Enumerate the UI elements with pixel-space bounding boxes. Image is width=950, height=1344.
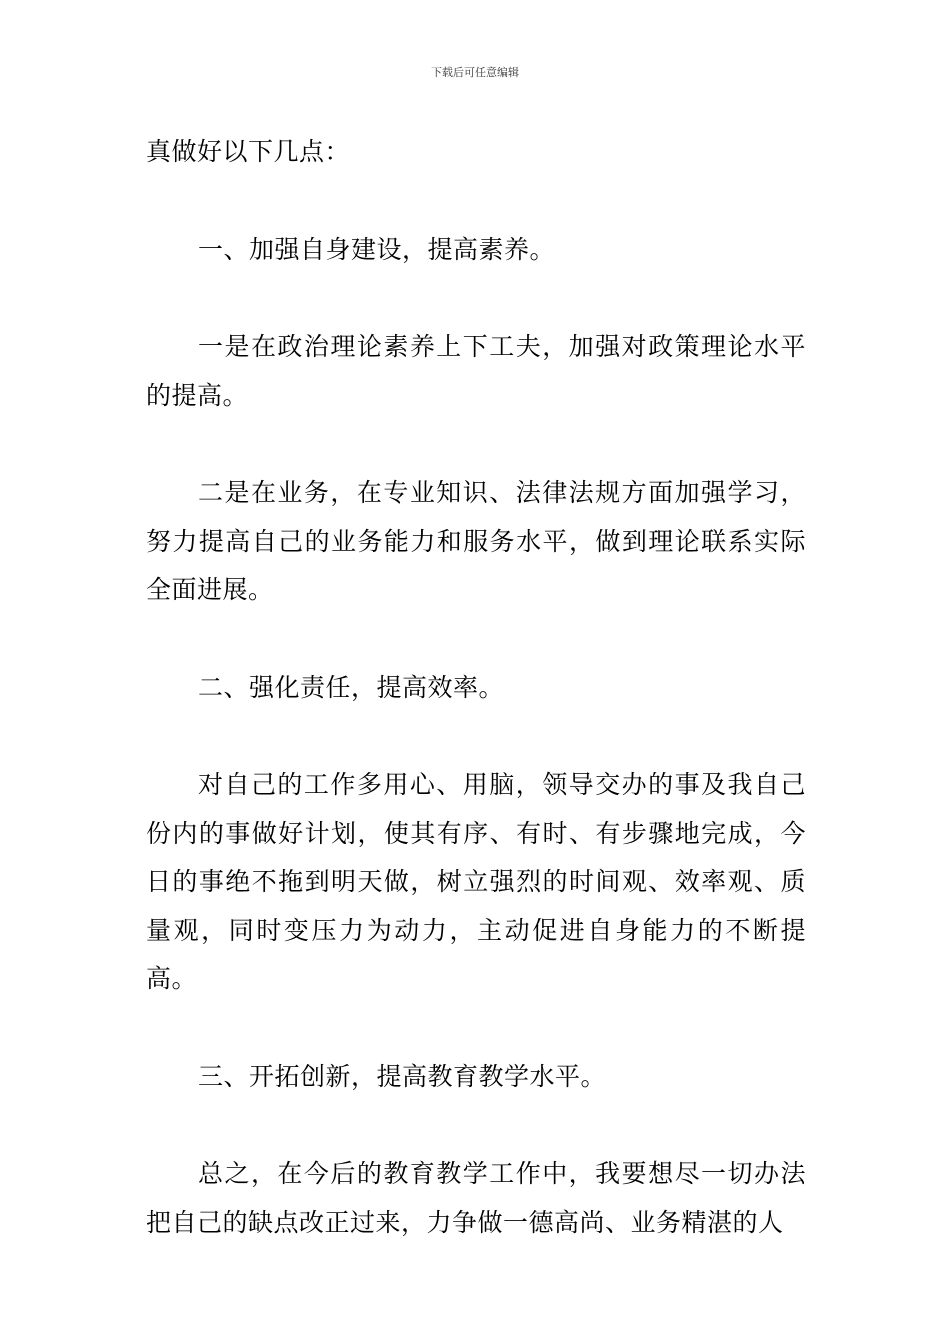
paragraph-intro: 真做好以下几点： [146, 137, 351, 166]
page-header: 下载后可任意编辑 [431, 66, 519, 79]
heading-section-3: 三、开拓创新，提高教育教学水平。 [198, 1061, 607, 1091]
paragraph-responsibility: 对自己的工作多用心、用脑，领导交办的事及我自己份内的事做好计划，使其有序、有时、有步骤地完成，今日的事绝不拖到明天做，树立强烈的时间观、效率观、质量观，同时变压力为动力，主动促进自身能力的不断提高。 [146, 770, 806, 993]
heading-section-2: 二、强化责任，提高效率。 [198, 672, 505, 702]
paragraph-point-1: 一是在政治理论素养上下工夫，加强对政策理论水平的提高。 [146, 332, 806, 410]
document-body [146, 128, 806, 1247]
paragraph-conclusion: 总之，在今后的教育教学工作中，我要想尽一切办法把自己的缺点改正过来，力争做一德高尚、业务精湛的人 [146, 1159, 806, 1237]
paragraph-point-2: 二是在业务，在专业知识、法律法规方面加强学习，努力提高自己的业务能力和服务水平，做到理论联系实际全面进展。 [146, 478, 806, 604]
heading-section-1: 一、加强自身建设，提高素养。 [198, 234, 556, 264]
